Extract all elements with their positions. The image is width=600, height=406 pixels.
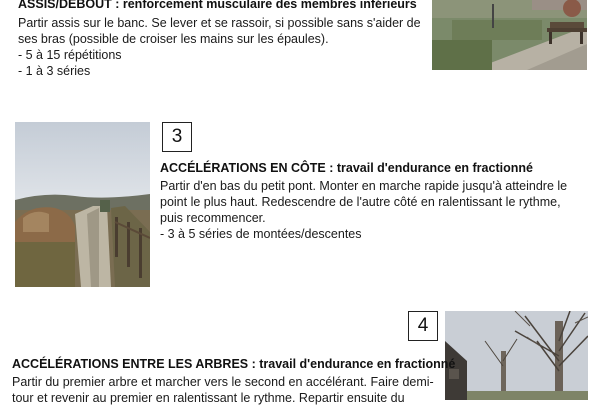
text-line: Partir d'en bas du petit pont. Monter en marche rapide jusqu'à atteindre le <box>160 179 568 193</box>
photo-park-bench <box>432 0 587 70</box>
section-title-hill: ACCÉLÉRATIONS EN CÔTE : travail d'endurance en fractionné <box>160 161 533 175</box>
text-line: puis recommencer. <box>160 211 266 225</box>
section-text-hill <box>160 178 567 242</box>
text-line: ses bras (possible de croiser les mains sur les épaules). <box>18 32 329 46</box>
step-number-badge: 4 <box>408 311 438 341</box>
text-line: tour et revenir au premier en ralentissant le rythme. Repartir ensuite du <box>12 391 405 405</box>
section-text-bench <box>18 15 421 79</box>
text-line: point le plus haut. Redescendre de l'autre côté en ralentissant le rythme, <box>160 195 561 209</box>
text-line: - 5 à 15 répétitions <box>18 48 122 62</box>
section-title-bench: ASSIS/DEBOUT : renforcement musculaire des membres inférieurs <box>18 0 417 11</box>
text-line: Partir assis sur le banc. Se lever et se rassoir, si possible sans s'aider de <box>18 16 421 30</box>
photo-small-bridge <box>15 122 150 287</box>
section-title-trees: ACCÉLÉRATIONS ENTRE LES ARBRES : travail d'endurance en fractionné <box>12 357 456 371</box>
photo-trees <box>445 311 588 400</box>
text-line: - 1 à 3 séries <box>18 64 91 78</box>
text-line: Partir du premier arbre et marcher vers le second en accélérant. Faire demi- <box>12 375 434 389</box>
step-number-badge: 3 <box>162 122 192 152</box>
text-line: - 3 à 5 séries de montées/descentes <box>160 227 362 241</box>
section-text-trees <box>12 374 434 406</box>
